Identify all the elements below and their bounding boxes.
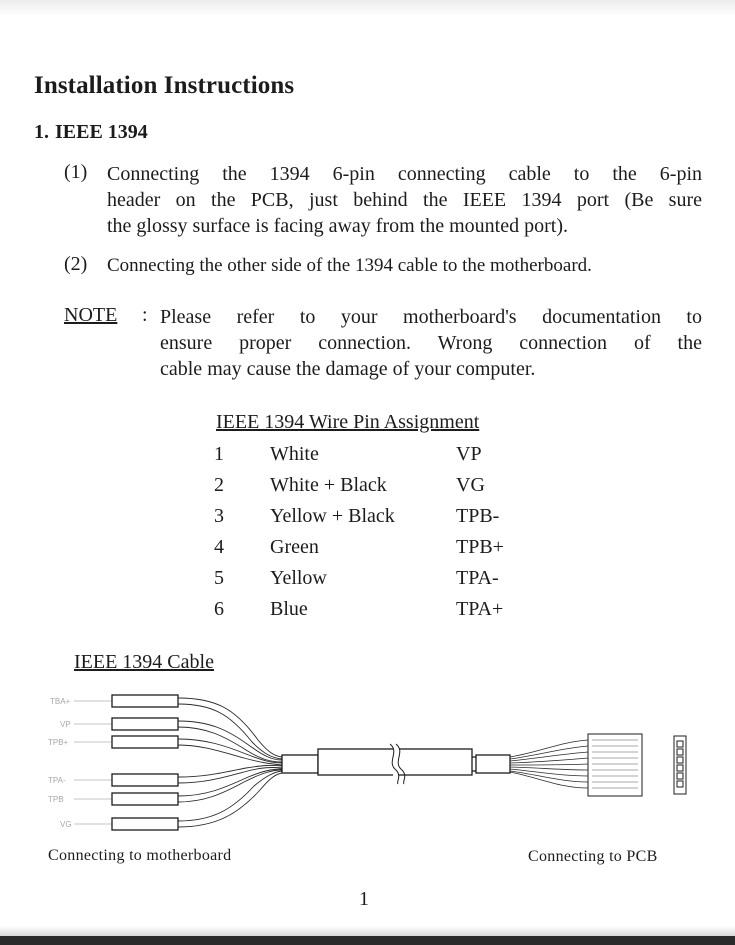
pin-number: 6 — [214, 598, 224, 620]
section-number: 1. — [34, 121, 49, 143]
note-line-3: cable may cause the damage of your computer. — [160, 358, 536, 380]
page-number: 1 — [359, 888, 369, 910]
signal-name: TPB- — [456, 505, 500, 527]
pin-number: 1 — [214, 443, 224, 465]
wire-label-tpa-minus: TPA- — [48, 776, 66, 785]
signal-name: TPA- — [456, 567, 499, 589]
pin-number: 3 — [214, 505, 224, 527]
pin-table-title: IEEE 1394 Wire Pin Assignment — [216, 411, 480, 433]
wire-color: Green — [270, 536, 319, 558]
cable-diagram — [40, 690, 700, 835]
scan-top-edge — [0, 0, 735, 16]
pin-number: 2 — [214, 474, 224, 496]
pcb-side-wires — [510, 740, 588, 788]
wire-label-vg: VG — [60, 820, 72, 829]
pin-table-row — [0, 474, 735, 502]
wire-label-tpb-plus: TPB+ — [48, 738, 69, 747]
step-2-marker: (2) — [64, 253, 88, 275]
note-line-2: ensure proper connection. Wrong connection of the — [160, 332, 702, 354]
step-1-line-1: Connecting the 1394 6-pin connecting cable to the 6-pin — [107, 163, 702, 185]
signal-name: VG — [456, 474, 485, 496]
signal-name: TPB+ — [456, 536, 504, 558]
label-leader-lines — [74, 701, 112, 824]
section-heading — [34, 121, 148, 144]
pin-table-row — [0, 505, 735, 533]
wire-color: White — [270, 443, 319, 465]
signal-name: VP — [456, 443, 482, 465]
section-title: IEEE 1394 — [55, 121, 148, 143]
scan-bottom-shade — [0, 926, 735, 936]
wire-color: Yellow — [270, 567, 327, 589]
pin-table-row — [0, 598, 735, 626]
wire-color: Blue — [270, 598, 308, 620]
wire-color: White + Black — [270, 474, 387, 496]
step-1-marker: (1) — [64, 161, 88, 183]
pin-number: 4 — [214, 536, 224, 558]
note-label: NOTE — [64, 304, 118, 326]
page-title: Installation Instructions — [34, 72, 295, 99]
wire-color: Yellow + Black — [270, 505, 395, 527]
wire-label-tba-plus: TBA+ — [50, 697, 71, 706]
note-line-1: Please refer to your motherboard's documentation to — [160, 306, 702, 328]
step-2-line-1: Connecting the other side of the 1394 cable to the motherboard. — [107, 255, 592, 276]
scan-bottom-edge — [0, 936, 735, 945]
pin-table-row — [0, 567, 735, 595]
pin-table-row — [0, 443, 735, 471]
pin-table-row — [0, 536, 735, 564]
fan-out-wires — [178, 698, 282, 827]
step-1-line-3: the glossy surface is facing away from the mounted port). — [107, 215, 568, 237]
cable-diagram-title: IEEE 1394 Cable — [74, 651, 214, 673]
six-pin-header — [674, 736, 686, 794]
motherboard-connectors — [112, 695, 178, 830]
signal-name: TPA+ — [456, 598, 504, 620]
wire-label-vp: VP — [60, 720, 71, 729]
caption-pcb: Connecting to PCB — [528, 848, 658, 865]
pcb-connector — [588, 734, 642, 796]
caption-motherboard: Connecting to motherboard — [48, 847, 232, 864]
pin-number: 5 — [214, 567, 224, 589]
step-1-line-2: header on the PCB, just behind the IEEE 1394 port (Be sure — [107, 189, 702, 211]
wire-label-tpb: TPB — [48, 795, 64, 804]
note-separator: : — [142, 304, 148, 326]
